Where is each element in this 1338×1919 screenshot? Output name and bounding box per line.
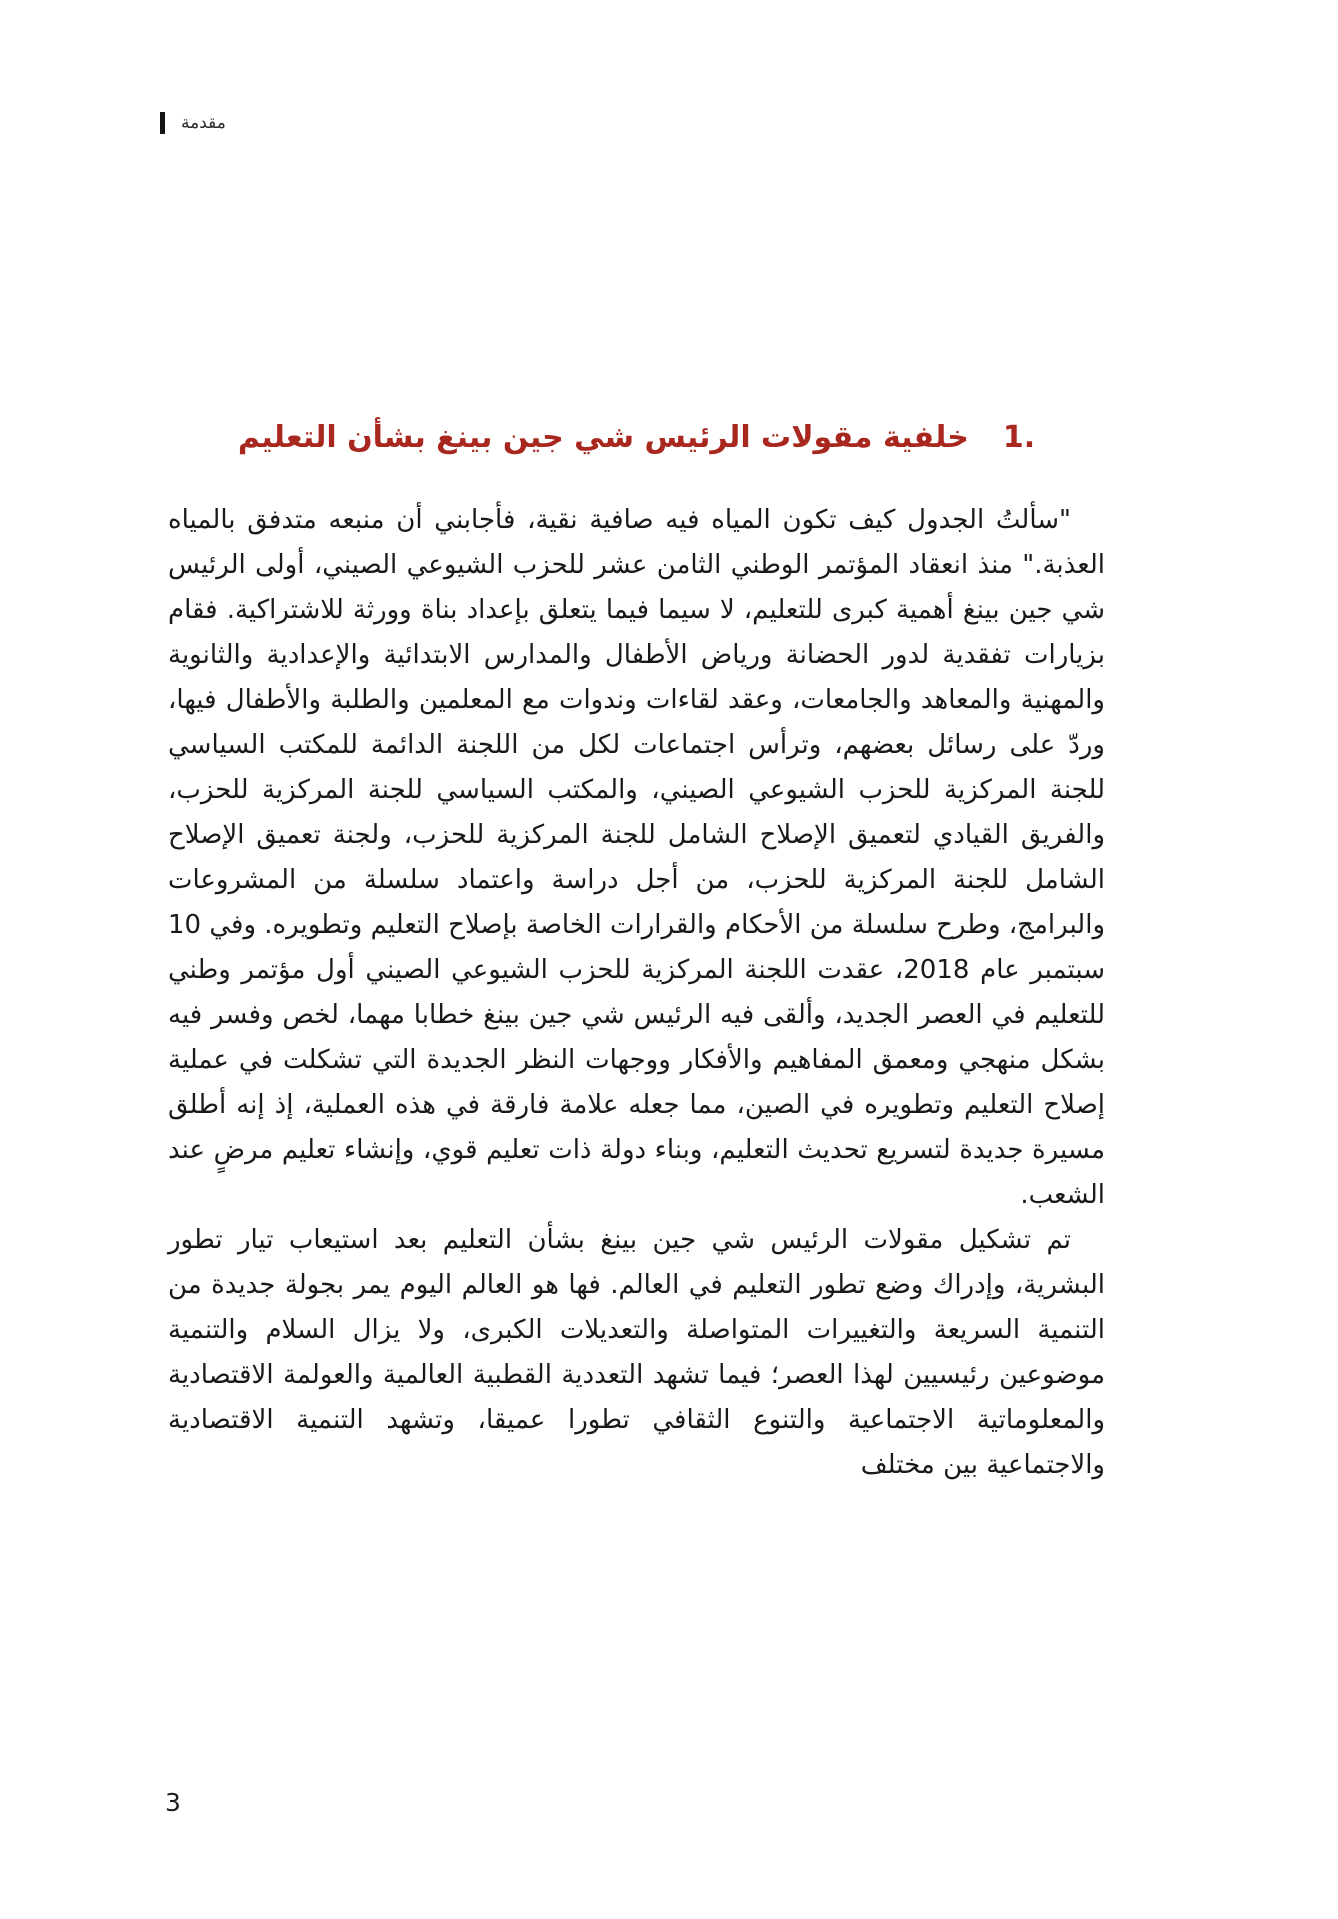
- chapter-marker-bar: [160, 112, 165, 134]
- page-number: 3: [165, 1788, 181, 1817]
- chapter-label: مقدمة: [181, 113, 226, 133]
- body-paragraph: تم تشكيل مقولات الرئيس شي جين بينغ بشأن التعليم بعد استيعاب تيار تطور البشرية، وإدراك وضع تطور التعليم في العالم. فها هو العالم اليوم يمر بجولة جديدة من التنمية السريعة والتغييرات المتواصلة والتعديلات الكبرى، ولا يزال السلام والتنمية موضوعين رئيسيين لهذا العصر؛ فيما تشهد التعددية القطبية العالمية والعولمة الاقتصادية والمعلوماتية الاجتماعية والتنوع الثقافي تطورا عميقا، وتشهد التنمية الاقتصادية والاجتماعية بين مختلف: [168, 1225, 1105, 1480]
- body-paragraph: "سألتُ الجدول كيف تكون المياه فيه صافية نقية، فأجابني أن منبعه متدفق بالمياه العذبة." منذ انعقاد المؤتمر الوطني الثامن عشر للحزب الشيوعي الصيني، أولى الرئيس شي جين بينغ أهمية كبرى للتعليم، لا سيما فيما يتعلق بإعداد بناة وورثة للاشتراكية. فقام بزيارات تفقدية لدور الحضانة ورياض الأطفال والمدارس الابتدائية والإعدادية والثانوية والمهنية والمعاهد والجامعات، وعقد لقاءات وندوات مع المعلمين والطلبة والأطفال فيها، وردّ على رسائل بعضهم، وترأس اجتماعات لكل من اللجنة الدائمة للمكتب السياسي للجنة المركزية للحزب الشيوعي الصيني، والمكتب السياسي للجنة المركزية للحزب، والفريق القيادي لتعميق الإصلاح الشامل للجنة المركزية للحزب، ولجنة تعميق الإصلاح الشامل للجنة المركزية للحزب، من أجل دراسة واعتماد سلسلة من المشروعات والبرامج، وطرح سلسلة من الأحكام والقرارات الخاصة بإصلاح التعليم وتطويره. وفي 10 سبتمبر عام 2018، عقدت اللجنة المركزية للحزب الشيوعي الصيني أول مؤتمر وطني للتعليم في العصر الجديد، وألقى فيه الرئيس شي جين بينغ خطابا مهما، لخص وفسر فيه بشكل منهجي ومعمق المفاهيم والأفكار ووجهات النظر الجديدة التي تشكلت في عملية إصلاح التعليم وتطويره في الصين، مما جعله علامة فارقة في هذه العملية، إذ إنه أطلق مسيرة جديدة لتسريع تحديث التعليم، وبناء دولة ذات تعليم قوي، وإنشاء تعليم مرضٍ عند الشعب.: [168, 505, 1105, 1210]
- body-text: [168, 498, 1105, 1488]
- section-number: 1.: [1002, 420, 1036, 455]
- section-heading: [168, 420, 1105, 455]
- chapter-header: [160, 112, 226, 134]
- section-title: خلفية مقولات الرئيس شي جين بينغ بشأن التعليم: [237, 420, 969, 455]
